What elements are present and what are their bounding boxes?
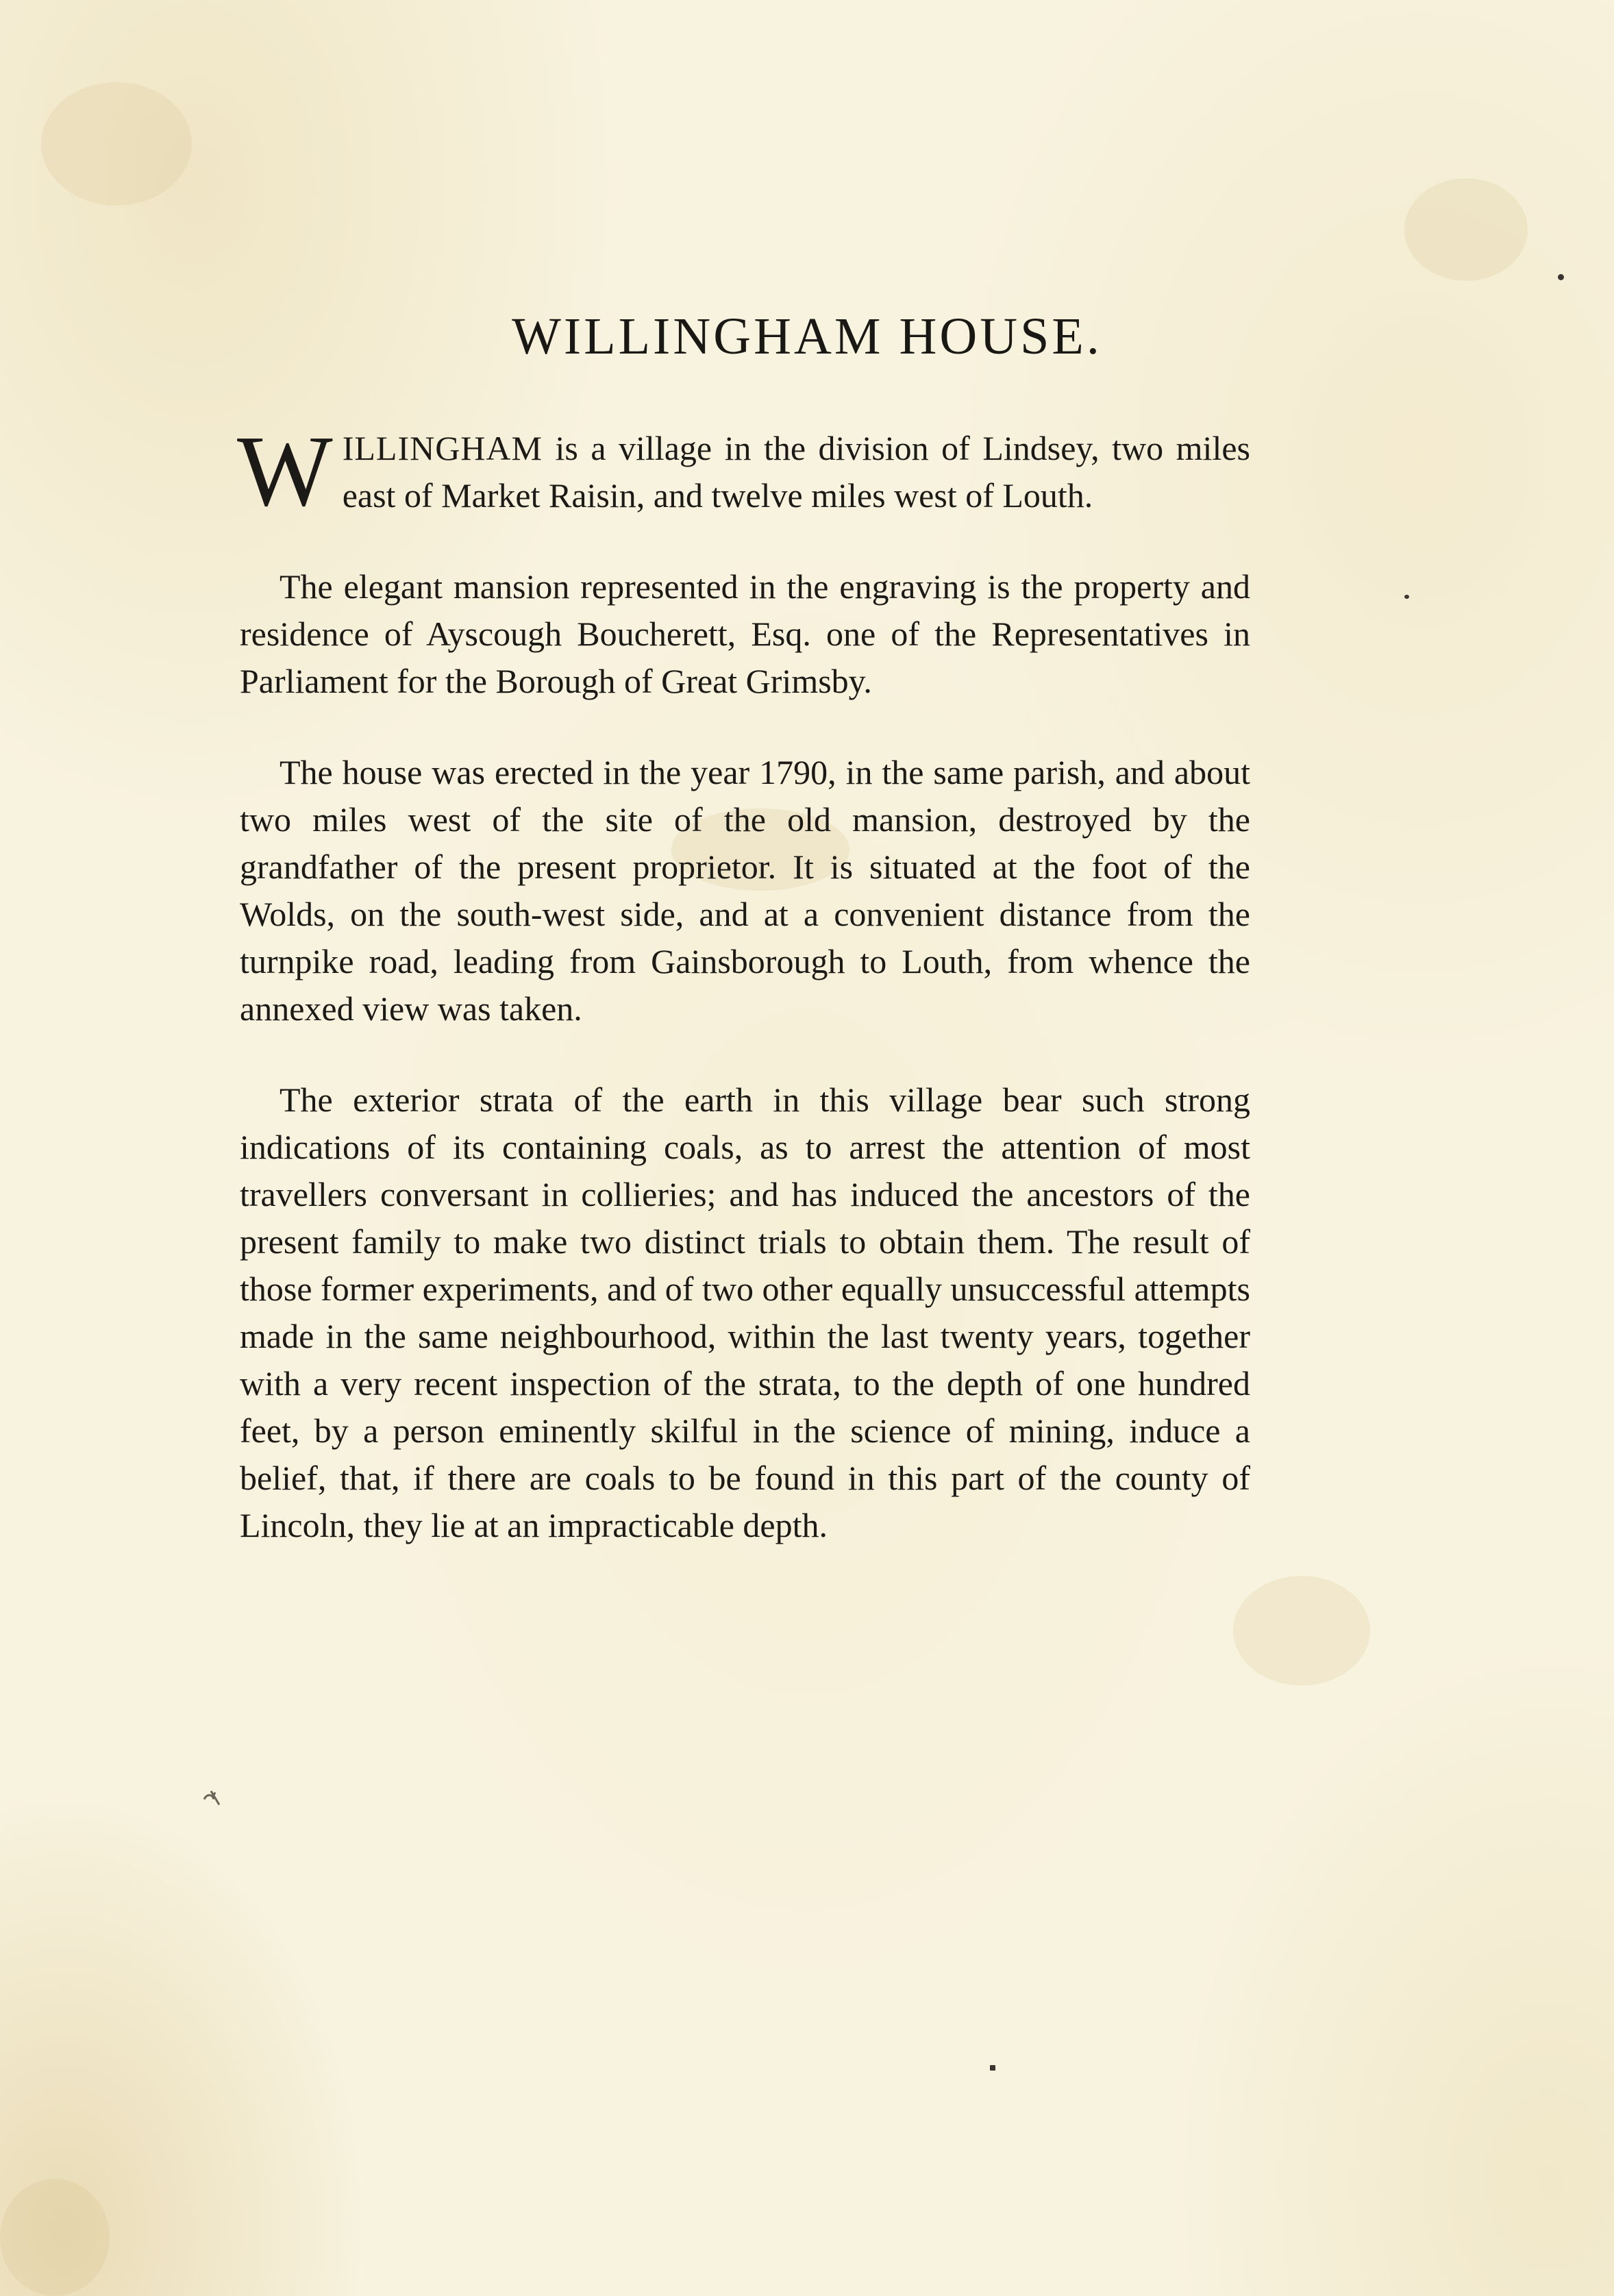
paper-stain <box>0 2179 110 2296</box>
paragraph-text: The elegant mansion represented in the engraving is the property and residence of Ayscough Boucherett, Esq. one of the Representatives in Parliament for the Borough of Great Grimsby. <box>240 567 1250 700</box>
ink-mark-icon <box>199 1784 226 1812</box>
drop-cap: W <box>237 415 333 528</box>
paragraph-3 <box>240 749 1250 1033</box>
paragraph-4 <box>240 1076 1250 1549</box>
paragraph-1 <box>237 415 1250 528</box>
lead-word: ILLINGHAM <box>342 429 543 467</box>
paper-stain <box>1233 1576 1370 1686</box>
page-title: WILLINGHAM HOUSE. <box>512 308 1102 365</box>
paper-stain <box>41 82 192 206</box>
paper-stain <box>1404 178 1528 281</box>
paragraph-text: The house was erected in the year 1790, in the same parish, and about two miles west of the site of the old mansion, destroyed by the grandfather of the present proprietor. It is situated at the foot of the Wolds, on the south-west side, and at a convenient distance from the turnpike road, leading from Gainsborough to Louth, from whence the annexed view was taken. <box>240 753 1250 1028</box>
paragraph-text: is a village in the division of Lindsey, two miles east of Market Raisin, and twelve miles west of Louth. <box>342 429 1250 515</box>
paragraph-text: The exterior strata of the earth in this village bear such strong indications of its containing coals, as to arrest the attention of most travellers conversant in collieries; and has induced the ancestors of the present family to make two distinct trials to obtain them. The result of those former experiments, and of two other equally unsuccessful attempts made in the same neighbourhood, within the last twenty years, together with a very recent inspection of the strata, to the depth of one hundred feet, by a person eminently skilful in the science of mining, induce a belief, that, if there are coals to be found in this part of the county of Lincoln, they lie at an impracticable depth. <box>240 1081 1250 1544</box>
paper-speck <box>990 2065 995 2071</box>
paragraph-2 <box>240 563 1250 705</box>
paper-speck <box>1404 595 1409 599</box>
paper-speck <box>1558 274 1564 280</box>
body-text <box>237 415 1250 1593</box>
